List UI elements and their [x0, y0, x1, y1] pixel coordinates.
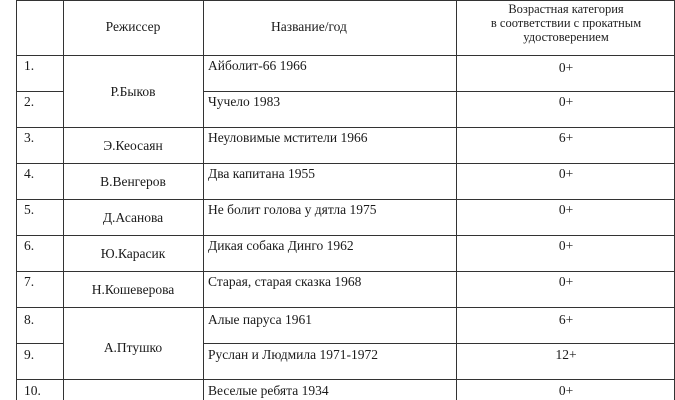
header-title: Название/год [271, 19, 347, 34]
director-cell: В.Венгеров [100, 174, 166, 189]
films-table [16, 0, 675, 400]
header-age-line2: в соответствии с прокатным [490, 16, 642, 30]
row-number: 7. [24, 274, 35, 289]
director-cell: Н.Кошеверова [91, 282, 175, 297]
age-rating: 0+ [558, 202, 574, 217]
age-rating: 6+ [558, 312, 574, 327]
row-divider [16, 91, 63, 92]
film-title: Старая, старая сказка 1968 [208, 274, 362, 289]
film-title: Веселые ребята 1934 [208, 383, 329, 398]
column-divider [203, 0, 204, 400]
header-director: Режиссер [105, 19, 161, 34]
age-rating: 0+ [558, 166, 574, 181]
table-border-top [16, 0, 675, 1]
film-title: Чучело 1983 [208, 94, 281, 109]
row-divider [203, 91, 675, 92]
film-title: Руслан и Людмила 1971-1972 [208, 347, 378, 362]
film-title: Алые паруса 1961 [208, 312, 312, 327]
row-divider [16, 379, 675, 380]
row-number: 8. [24, 312, 35, 327]
age-rating: 0+ [558, 238, 574, 253]
row-number: 3. [24, 130, 35, 145]
row-number: 2. [24, 94, 35, 109]
film-title: Неуловимые мстители 1966 [208, 130, 368, 145]
header-age-line3: удостоверением [523, 30, 609, 44]
film-title: Дикая собака Динго 1962 [208, 238, 354, 253]
age-rating: 12+ [555, 347, 577, 362]
row-number: 6. [24, 238, 35, 253]
row-number: 1. [24, 58, 35, 73]
row-divider [16, 343, 63, 344]
row-divider [16, 271, 675, 272]
header-age-line1: Возрастная категория [508, 2, 624, 16]
row-number: 9. [24, 347, 35, 362]
age-rating: 0+ [558, 383, 574, 398]
row-number: 4. [24, 166, 35, 181]
row-divider [203, 343, 675, 344]
row-divider [16, 163, 675, 164]
film-title: Не болит голова у дятла 1975 [208, 202, 377, 217]
director-cell: Ю.Карасик [100, 246, 166, 261]
age-rating: 0+ [558, 60, 574, 75]
table-border-left [16, 0, 17, 400]
row-divider [16, 127, 675, 128]
director-cell: Д.Асанова [102, 210, 164, 225]
film-title: Два капитана 1955 [208, 166, 316, 181]
director-cell: Р.Быков [110, 84, 156, 99]
age-rating: 0+ [558, 94, 574, 109]
director-cell: Э.Кеосаян [103, 138, 163, 153]
director-cell: А.Птушко [103, 340, 163, 355]
row-divider [16, 307, 675, 308]
row-divider [16, 235, 675, 236]
row-divider [16, 199, 675, 200]
age-rating: 6+ [558, 130, 574, 145]
header-divider [16, 55, 675, 56]
row-number: 10. [24, 383, 41, 398]
row-number: 5. [24, 202, 35, 217]
age-rating: 0+ [558, 274, 574, 289]
film-title: Айболит-66 1966 [208, 58, 307, 73]
